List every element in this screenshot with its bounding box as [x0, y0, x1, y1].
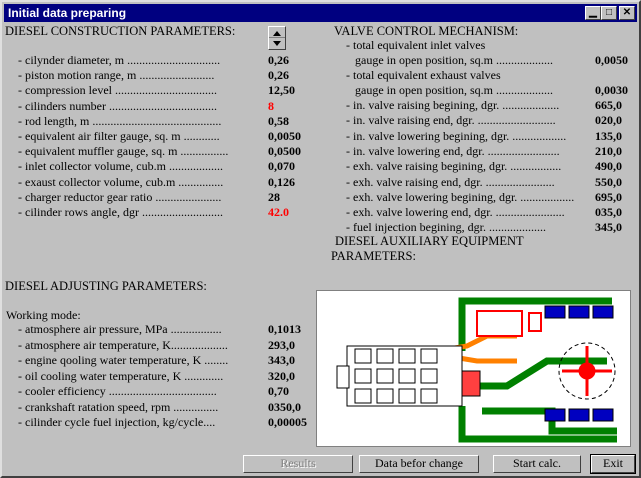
- valve-label: - in. valve lowering end, dgr. ........................: [346, 143, 560, 158]
- fan: [559, 343, 615, 399]
- spin-down-icon: [269, 39, 285, 49]
- valve-label: - fuel injection begining, dgr. ...................: [346, 220, 546, 235]
- adjusting-label: - crankshaft ratation speed, rpm ...............: [18, 399, 219, 414]
- exit-button[interactable]: Exit: [591, 455, 635, 473]
- valve-value[interactable]: 035,0: [595, 205, 622, 220]
- maximize-icon: □: [605, 7, 613, 18]
- construction-value[interactable]: 0,070: [268, 159, 295, 174]
- adjusting-label: - atmosphere air pressure, MPa .................: [18, 322, 222, 336]
- engine-schematic: [317, 291, 630, 446]
- valve-label: - exh. valve lowering begining, dgr. ..................: [346, 189, 575, 204]
- adjusting-label: - oil cooling water temperature, K .............: [18, 368, 224, 383]
- adjusting-value[interactable]: 0,00005: [268, 415, 307, 429]
- construction-value[interactable]: 12,50: [268, 83, 295, 98]
- valve-value[interactable]: 550,0: [595, 174, 622, 189]
- valve-value[interactable]: 020,0: [595, 113, 622, 128]
- filter: [529, 313, 541, 331]
- construction-label: - cilynder diameter, m ...............................: [18, 53, 221, 67]
- minimize-icon: ▁: [589, 7, 597, 18]
- construction-label: - rod length, m ...........................................: [18, 113, 222, 128]
- valve-value[interactable]: 345,0: [595, 220, 622, 235]
- engine-flywheel: [337, 366, 349, 388]
- inlet-gauge-label-2: gauge in open position, sq.m ...................: [355, 53, 553, 67]
- adjusting-value[interactable]: 0,70: [268, 384, 289, 398]
- construction-label: - cilinders number ....................................: [18, 98, 217, 113]
- minimize-button[interactable]: [585, 6, 601, 20]
- construction-label: - charger reductor gear ratio ......................: [18, 189, 222, 204]
- exhaust-gauge-value[interactable]: 0,0030: [595, 83, 628, 97]
- auxiliary-heading-2: PARAMETERS:: [331, 249, 416, 263]
- spin-up-button[interactable]: [269, 27, 285, 38]
- window-title: Initial data preparing: [8, 6, 127, 20]
- engine-diagram: [316, 290, 631, 447]
- construction-label: - inlet collector volume, cub.m ..................: [18, 159, 223, 174]
- valve-label: - exh. valve lowering end, dgr. .......................: [346, 205, 565, 220]
- close-icon: ✕: [622, 7, 632, 18]
- construction-value[interactable]: 0,126: [268, 174, 295, 189]
- valve-value[interactable]: 695,0: [595, 189, 622, 204]
- construction-value[interactable]: 42.0: [268, 205, 289, 219]
- construction-value[interactable]: 0,58: [268, 113, 289, 128]
- valve-label: - in. valve lowering begining, dgr. ..................: [346, 128, 567, 143]
- construction-label: - equivalent air filter gauge, sq. m ............: [18, 129, 220, 143]
- adjusting-value[interactable]: 343,0: [268, 353, 295, 367]
- valve-label: - in. valve raising begining, dgr. ...................: [346, 98, 560, 112]
- valve-value[interactable]: 665,0: [595, 98, 622, 112]
- adjusting-label: - engine qooling water temperature, K ........: [18, 353, 229, 367]
- adjusting-value[interactable]: 320,0: [268, 368, 295, 383]
- results-button[interactable]: Results: [243, 455, 353, 473]
- working-mode-label: Working mode:: [6, 308, 81, 322]
- construction-label: - equivalent muffler gauge, sq. m ................: [18, 144, 229, 159]
- heat-exchanger: [477, 311, 522, 336]
- valve-label: - in. valve raising end, dgr. ..........................: [346, 113, 556, 128]
- spin-down-button[interactable]: [269, 38, 285, 49]
- construction-label: - compression level ..................................: [18, 83, 217, 98]
- upper-cooler: [545, 306, 613, 318]
- construction-label: - exaust collector volume, cub.m ...............: [18, 174, 224, 189]
- adjusting-value[interactable]: 293,0: [268, 337, 295, 352]
- exhaust-gauge-label-2: gauge in open position, sq.m ...................: [355, 83, 553, 97]
- adjusting-value[interactable]: 0350,0: [268, 399, 301, 414]
- spin-up-icon: [269, 28, 285, 38]
- construction-heading: DIESEL CONSTRUCTION PARAMETERS:: [5, 24, 236, 38]
- construction-label: - cilinder rows angle, dgr ...........................: [18, 205, 223, 219]
- construction-value[interactable]: 0,26: [268, 53, 289, 67]
- lower-cooler: [545, 409, 613, 421]
- inlet-gauge-label-1: - total equivalent inlet valves: [346, 38, 486, 52]
- valve-value[interactable]: 135,0: [595, 128, 622, 143]
- start-calc-button[interactable]: Start calc.: [493, 455, 581, 473]
- auxiliary-heading-1: DIESEL AUXILIARY EQUIPMENT: [335, 234, 524, 248]
- construction-value[interactable]: 28: [268, 189, 280, 204]
- adjusting-heading: DIESEL ADJUSTING PARAMETERS:: [5, 279, 207, 293]
- valve-heading: VALVE CONTROL MECHANISM:: [334, 24, 519, 38]
- adjusting-value[interactable]: 0,1013: [268, 322, 301, 336]
- title-bar: [4, 4, 637, 22]
- construction-value[interactable]: 0,0050: [268, 129, 301, 143]
- valve-label: - exh. valve raising end, dgr. .......................: [346, 174, 555, 189]
- adjusting-label: - cooler efficiency ....................................: [18, 384, 217, 398]
- adjusting-label: - cilinder cycle fuel injection, kg/cycle....: [18, 415, 216, 429]
- valve-label: - exh. valve raising begining, dgr. .................: [346, 159, 562, 174]
- construction-value[interactable]: 0,26: [268, 68, 289, 83]
- charger: [462, 371, 480, 396]
- maximize-button[interactable]: [601, 6, 617, 20]
- exhaust-gauge-label-1: - total equivalent exhaust valves: [346, 68, 501, 82]
- data-before-change-button[interactable]: Data befor change: [359, 455, 479, 473]
- valve-value[interactable]: 210,0: [595, 143, 622, 158]
- close-button[interactable]: [619, 6, 635, 20]
- adjusting-label: - atmosphere air temperature, K...................: [18, 337, 228, 352]
- inlet-gauge-value[interactable]: 0,0050: [595, 53, 628, 67]
- valve-value[interactable]: 490,0: [595, 159, 622, 174]
- construction-value[interactable]: 8: [268, 98, 274, 113]
- construction-value[interactable]: 0,0500: [268, 144, 301, 159]
- construction-label: - piston motion range, m .........................: [18, 68, 215, 83]
- spin-control[interactable]: [268, 26, 286, 50]
